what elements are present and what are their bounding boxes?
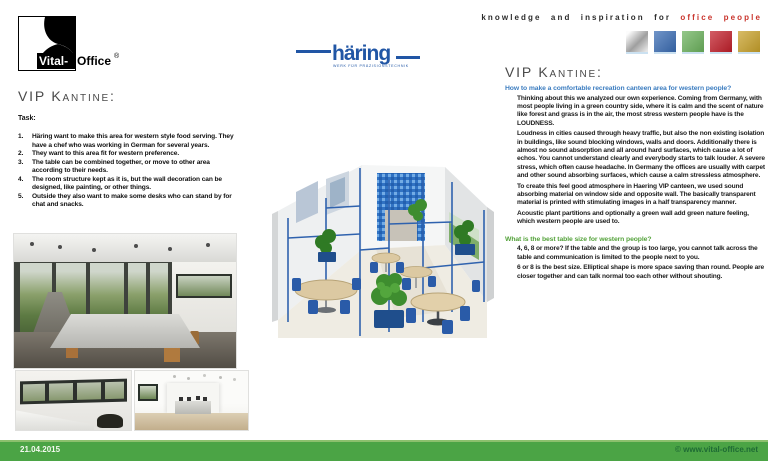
- task-item: The room structure kept as it is, but the wall decoration can be designed, like painting, or other things.: [32, 175, 222, 191]
- question-heading-table-size: What is the best table size for western people?: [505, 235, 652, 243]
- vital-office-logo-graphic: [18, 16, 148, 80]
- paragraph: 4, 6, 8 or more? If the table and the group is too large, you cannot talk across the table and communication is limited to the people next to you.: [517, 245, 758, 261]
- counter: [175, 401, 211, 414]
- tagline-prefix: knowledge and inspiration for: [481, 13, 672, 22]
- color-palette-row: [626, 31, 760, 52]
- footer-website: © www.vital-office.net: [675, 445, 758, 454]
- canteen-render-graphic: [256, 150, 502, 344]
- palette-swatch-gold: [738, 31, 760, 52]
- vital-logo-text-part2: Office: [77, 54, 112, 68]
- floor: [135, 413, 248, 430]
- small-window: [138, 384, 158, 401]
- footer-date: 21.04.2015: [20, 445, 61, 454]
- counter-objects: [179, 397, 183, 401]
- ceiling-lights: [173, 375, 176, 378]
- haering-logo-tagline: WERK FÜR PRÄZISIONSTECHNIK: [333, 64, 409, 68]
- task-label: Task:: [18, 115, 36, 122]
- footer-bar: [0, 440, 768, 461]
- vital-office-logo: [18, 16, 148, 85]
- large-table: [50, 314, 200, 348]
- palette-swatch-blue: [654, 31, 676, 52]
- palette-swatch-green: [682, 31, 704, 52]
- paragraph: To create this feel good atmosphere in Haering VIP canteen, we used sound absorbing material on window side and opposite wall. The basically transparent material is printed with stimulating images in a half transparency manner.: [517, 182, 756, 207]
- paragraph: Loudness in cities caused through heavy traffic, but also the non existing isolation in buildings, like sound blocking windows, walls and doors. Additionally there is almost no sound absorption and all around hard surfaces, which cause a lot of echos. You cannot understand clearly and everybody starts to talk louder. A severe stress, which often cause headache. In Germany the offices are usually with carpet and other sound absorbing surfaces, which cause a calm stressless atmosphere.: [517, 130, 765, 180]
- paragraph: Acoustic plant partitions and optionally a green wall add green nature feeling, which western people are used to.: [517, 209, 749, 226]
- photo-counter-room: [135, 371, 248, 430]
- task-list: [18, 133, 242, 210]
- task-item: The table can be combined together, or move to other area according to their needs.: [32, 158, 210, 174]
- palette-swatch-red: [710, 31, 732, 52]
- paragraph: Thinking about this we analyzed our own experience. Coming from Germany, with most people living in a green country side, where it is calm and the scent of nature like forest and grass is in the air, the most stress western people have is the LOUDNESS.: [517, 94, 764, 127]
- masthead-tagline: [481, 13, 762, 22]
- paragraph: 6 or 8 is the best size. Elliptical shape is more space saving than round. People are closer together and can talk normal too each other without shouting.: [517, 264, 765, 280]
- photo-window-band-room: [16, 371, 131, 430]
- right-section-heading: VIP Kantine:: [505, 64, 603, 80]
- chair-silhouette: [97, 414, 123, 428]
- haering-logo: [296, 38, 420, 75]
- task-item: Häring want to make this area for western style food serving. They have a chef who was working in German for several years.: [32, 133, 234, 149]
- photo-existing-canteen: [14, 234, 236, 368]
- haering-logo-text: häring: [332, 42, 391, 65]
- side-window: [176, 274, 232, 298]
- window-band: [20, 379, 127, 405]
- task-item: They want to this area fit for western preference.: [32, 150, 180, 157]
- vital-logo-reg-mark: ®: [114, 53, 120, 60]
- left-section-heading: VIP Kantine:: [18, 88, 116, 104]
- vital-logo-text-part1: Vital-: [39, 54, 69, 68]
- haering-logo-graphic: [296, 38, 420, 70]
- ceiling: [14, 234, 236, 262]
- tagline-highlight: office people: [680, 13, 762, 22]
- task-item: Outside they also want to make some desks who can stand by for chat and snacks.: [32, 192, 232, 208]
- right-column-text: [505, 85, 765, 283]
- question-heading-loudness: How to make a comfortable recreation canteen area for western people?: [505, 85, 732, 92]
- canteen-3d-render: [256, 150, 502, 349]
- palette-swatch-silver: [626, 31, 648, 52]
